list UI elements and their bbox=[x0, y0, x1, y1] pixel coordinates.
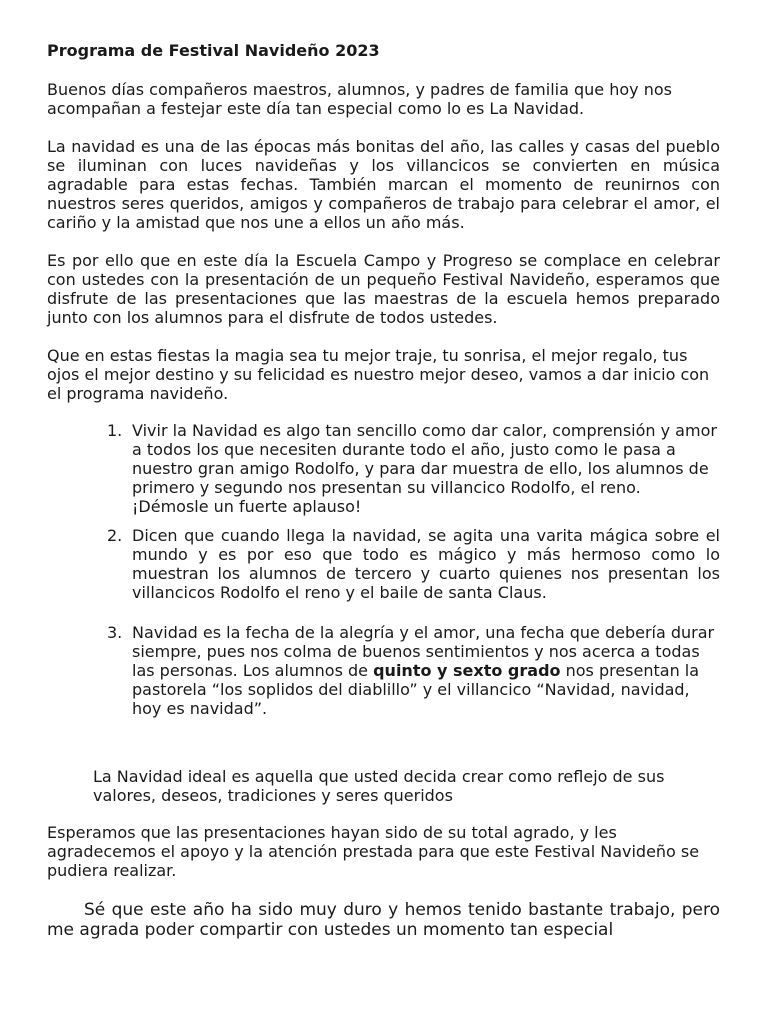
list-item bbox=[47, 526, 720, 602]
school-festival-paragraph: Es por ello que en este día la Escuela Campo y Progreso se complace en celebrar con ustedes con la presentación de un pequeño Festival Navideño, esperamos que disfrute de las presentaciones que las maestras de la escuela hemos preparado junto con los alumnos para el disfrute de todos ustedes. bbox=[47, 251, 720, 327]
list-item-number: 2. bbox=[107, 526, 123, 545]
thanks-paragraph: Esperamos que las presentaciones hayan sido de su total agrado, y les agradecemos el apoyo y la atención prestada para que este Festival Navideño se pudiera realizar. bbox=[47, 823, 700, 880]
closing-paragraph bbox=[47, 900, 720, 940]
list-item bbox=[47, 623, 720, 718]
list-item-text: Dicen que cuando llega la navidad, se agita una varita mágica sobre el mundo y es por eso que todo es mágico y más hermoso como lo muestran los alumnos de tercero y cuarto quienes nos presentan los villancicos Rodolfo el reno y el baile de santa Claus. bbox=[132, 526, 720, 602]
list-item-text-end: nos presentan la pastorela “los soplidos del diablillo” y el villancico “Navidad, navidad, hoy es navidad”. bbox=[132, 661, 700, 718]
document-title: Programa de Festival Navideño 2023 bbox=[47, 41, 380, 60]
program-list bbox=[47, 421, 720, 718]
list-item-text-bold: quinto y sexto grado bbox=[373, 661, 561, 680]
closing-paragraph-text: Sé que este año ha sido muy duro y hemos tenido bastante trabajo, pero me agrada poder compartir con ustedes un momento tan especial bbox=[47, 900, 720, 940]
quote-paragraph: La Navidad ideal es aquella que usted decida crear como reflejo de sus valores, deseos, tradiciones y seres queridos bbox=[93, 767, 665, 805]
list-item-number: 1. bbox=[107, 421, 123, 440]
wishes-paragraph: Que en estas fiestas la magia sea tu mejor traje, tu sonrisa, el mejor regalo, tus ojos el mejor destino y su felicidad es nuestro mejor deseo, vamos a dar inicio con el programa navideño. bbox=[47, 346, 710, 403]
christmas-intro-paragraph: La navidad es una de las épocas más bonitas del año, las calles y casas del pueblo se iluminan con luces navideñas y los villancicos se convierten en música agradable para estas fechas. También marcan el momento de reunirnos con nuestros seres queridos, amigos y compañeros de trabajo para celebrar el amor, el cariño y la amistad que nos une a ellos un año más. bbox=[47, 137, 720, 232]
list-item-text-start: Navidad es la fecha de la alegría y el amor, una fecha que debería durar siempre, pues nos colma de buenos sentimientos y nos acerca a todas las personas. Los alumnos de bbox=[132, 623, 715, 680]
list-item-number: 3. bbox=[107, 623, 123, 642]
list-item bbox=[47, 421, 720, 516]
list-item-text: Vivir la Navidad es algo tan sencillo como dar calor, comprensión y amor a todos los que necesiten durante todo el año, justo como le pasa a nuestro gran amigo Rodolfo, y para dar muestra de ello, los alumnos de primero y segundo nos presentan su villancico Rodolfo, el reno. ¡Démosle un fuerte aplauso! bbox=[132, 421, 717, 516]
greeting-paragraph: Buenos días compañeros maestros, alumnos, y padres de familia que hoy nos acompañan a festejar este día tan especial como lo es La Navidad. bbox=[47, 80, 672, 118]
